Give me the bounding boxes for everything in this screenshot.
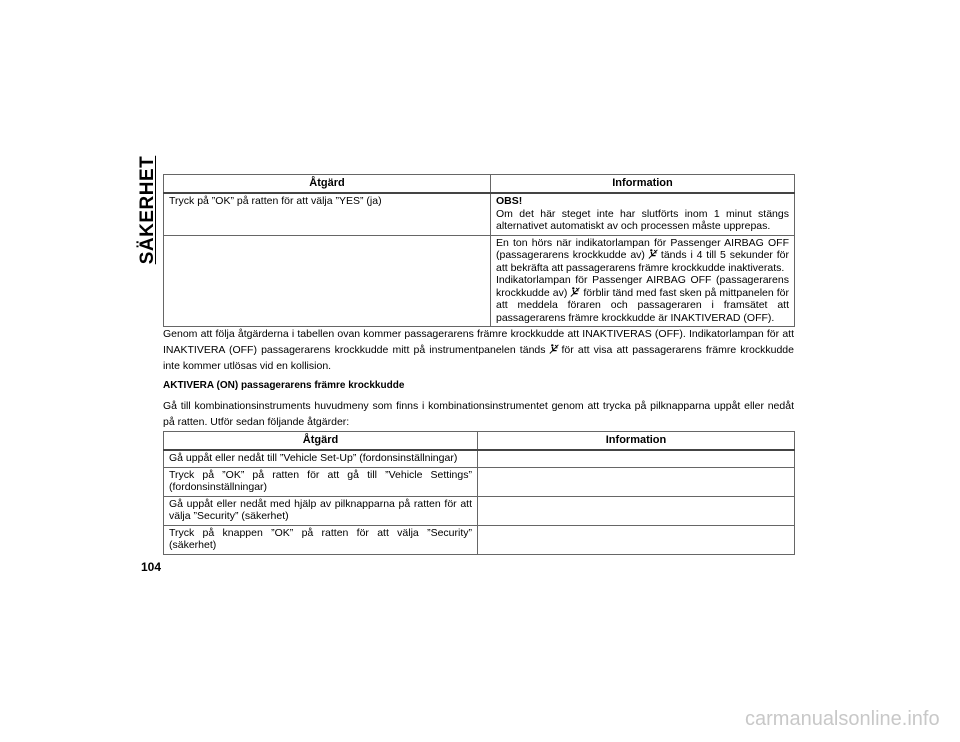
information-cell — [478, 467, 795, 496]
body-paragraph — [163, 326, 794, 374]
passenger-airbag-off-icon — [570, 287, 580, 297]
note-label: OBS! — [496, 195, 523, 207]
tone-info-text — [496, 237, 789, 275]
passenger-airbag-off-icon — [648, 249, 658, 259]
body-paragraph: Gå till kombinationsinstruments huvudmeny som finns i kombinationsinstrumentet genom att trycka på pilknapparna uppåt eller nedåt på ratten. Utför sedan följande åtgärder: — [163, 400, 794, 428]
column-header-action: Åtgärd — [164, 175, 491, 194]
information-cell — [478, 450, 795, 467]
section-title: SÄKERHET — [137, 155, 158, 265]
table-header-row — [164, 175, 795, 194]
page-number: 104 — [141, 560, 162, 574]
action-cell: Tryck på ”OK” på ratten för att välja ”YES” (ja) — [164, 193, 491, 235]
info-text: En ton hörs när indikatorlampan för Passenger AIRBAG OFF (passagerarens krockkudde av) — [496, 236, 789, 261]
action-cell: Gå uppåt eller nedåt till ”Vehicle Set-Up” (fordonsinställningar) — [164, 450, 478, 467]
information-cell — [491, 235, 795, 327]
info-text: förblir tänd med fast sken på mittpanelen för att meddela föraren och passageraren i framsätet att passagerarens främre krockkudde är INAKTIVERAD (OFF). — [496, 286, 790, 324]
table-row — [164, 496, 795, 525]
table-row — [164, 235, 795, 327]
info-text: tänds i 4 till 5 sekunder för att bekräfta att passagerarens främre krockkudde inaktiverats. — [496, 249, 789, 274]
table-row — [164, 467, 795, 496]
action-cell — [164, 235, 491, 327]
section-heading: AKTIVERA (ON) passagerarens främre krockkudde — [163, 380, 405, 391]
lamp-info-text — [496, 274, 789, 324]
paragraph-text: Genom att följa åtgärderna i tabellen ovan kommer passagerarens främre krockkudde att INAKTIVERAS (OFF). Indikatorlampan för att INAKTIVERA (OFF) passagerarens krockkudde mitt på instrumentpanelen tänds — [163, 328, 794, 356]
procedure-table-deactivate — [163, 174, 795, 327]
passenger-airbag-off-icon — [549, 344, 559, 354]
procedure-table-activate — [163, 431, 795, 555]
table-row — [164, 450, 795, 467]
paragraph-text: för att visa att passagerarens främre krockkudde inte kommer utlösas vid en kollision. — [163, 344, 794, 372]
table-row — [164, 525, 795, 554]
table-row — [164, 193, 795, 235]
column-header-information: Information — [478, 432, 795, 451]
information-cell — [478, 525, 795, 554]
section-tab — [128, 155, 168, 265]
info-text: Indikatorlampan för Passenger AIRBAG OFF (passagerarens krockkudde av) — [496, 274, 789, 299]
information-cell — [491, 193, 795, 235]
watermark: carmanualsonline.info — [745, 708, 940, 730]
table-header-row — [164, 432, 795, 451]
action-cell: Tryck på knappen ”OK” på ratten för att välja ”Security” (säkerhet) — [164, 525, 478, 554]
note-text: Om det här steget inte har slutförts inom 1 minut stängs alternativet automatiskt av och processen måste upprepas. — [496, 207, 789, 232]
action-cell: Gå uppåt eller nedåt med hjälp av pilknapparna på ratten för att välja ”Security” (säkerhet) — [164, 496, 478, 525]
action-cell: Tryck på ”OK” på ratten för att gå till ”Vehicle Settings” (fordonsinställningar) — [164, 467, 478, 496]
information-cell — [478, 496, 795, 525]
column-header-information: Information — [491, 175, 795, 194]
column-header-action: Åtgärd — [164, 432, 478, 451]
